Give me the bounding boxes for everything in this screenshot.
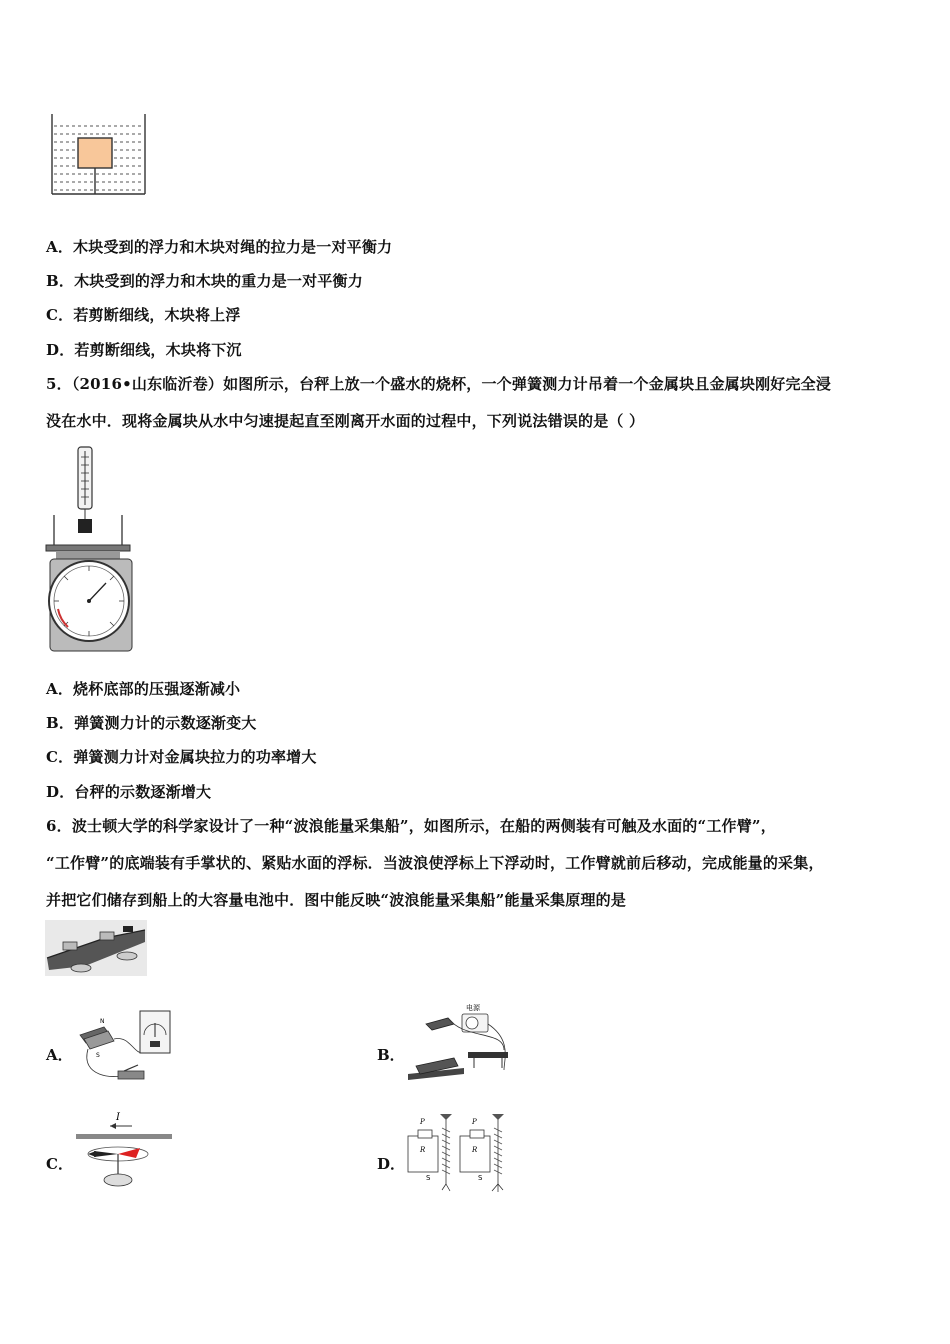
resistor-label-1: R (420, 1146, 426, 1154)
svg-text:N: N (100, 1018, 105, 1025)
slider-p-label-1: P (420, 1118, 425, 1126)
q6-stem-line3: 并把它们储存到船上的大容量电池中．图中能反映“波浪能量采集船”能量采集原理的是 (46, 891, 627, 909)
beaker-block-figure (48, 112, 150, 198)
q5-option-b: B．弹簧测力计的示数逐渐变大 (46, 714, 257, 732)
power-source-label: 电源 (466, 1004, 480, 1012)
q6-option-b-figure (404, 1000, 512, 1088)
q6-option-b-label: B． (377, 1046, 405, 1064)
wave-energy-boat-figure (45, 920, 147, 976)
resistor-label-2: R (472, 1146, 478, 1154)
q6-stem-line1: 6．波士顿大学的科学家设计了一种“波浪能量采集船”，如图所示，在船的两侧装有可触及水面的“工作臂”， (46, 817, 776, 835)
slider-p-label-2: P (472, 1118, 477, 1126)
q6-option-a-figure (74, 1005, 174, 1087)
q4-option-c: C．若剪断细线，木块将上浮 (46, 306, 241, 324)
q6-option-c-label: C． (46, 1155, 73, 1173)
switch-label-1: S (426, 1174, 431, 1182)
switch-label-2: S (478, 1174, 483, 1182)
q6-option-d-label: D． (377, 1155, 406, 1173)
svg-text:S: S (96, 1052, 100, 1059)
q6-stem-line2: “工作臂”的底端装有手掌状的、紧贴水面的浮标．当波浪使浮标上下浮动时，工作臂就前后移动，完成能量的采集， (46, 854, 824, 872)
q4-option-d: D．若剪断细线，木块将下沉 (46, 341, 242, 359)
q6-option-d-figure (404, 1112, 512, 1192)
scale-figure (44, 443, 138, 653)
q6-option-a-label: A． (46, 1046, 73, 1064)
q5-option-a: A．烧杯底部的压强逐渐减小 (46, 680, 241, 698)
q5-stem-line1: 5．（2016•山东临沂卷）如图所示，台秤上放一个盛水的烧杯，一个弹簧测力计吊着一个金属块且金属块刚好完全浸 (46, 375, 832, 393)
current-label: I (116, 1112, 120, 1123)
q4-option-a: A．木块受到的浮力和木块对绳的拉力是一对平衡力 (46, 238, 393, 256)
q6-option-c-figure (74, 1108, 174, 1192)
q5-option-d: D．台秤的示数逐渐增大 (46, 783, 212, 801)
q4-option-b: B．木块受到的浮力和木块的重力是一对平衡力 (46, 272, 363, 290)
q5-option-c: C．弹簧测力计对金属块拉力的功率增大 (46, 748, 317, 766)
q5-stem-line2: 没在水中．现将金属块从水中匀速提起直至刚离开水面的过程中，下列说法错误的是（ ） (46, 412, 645, 430)
